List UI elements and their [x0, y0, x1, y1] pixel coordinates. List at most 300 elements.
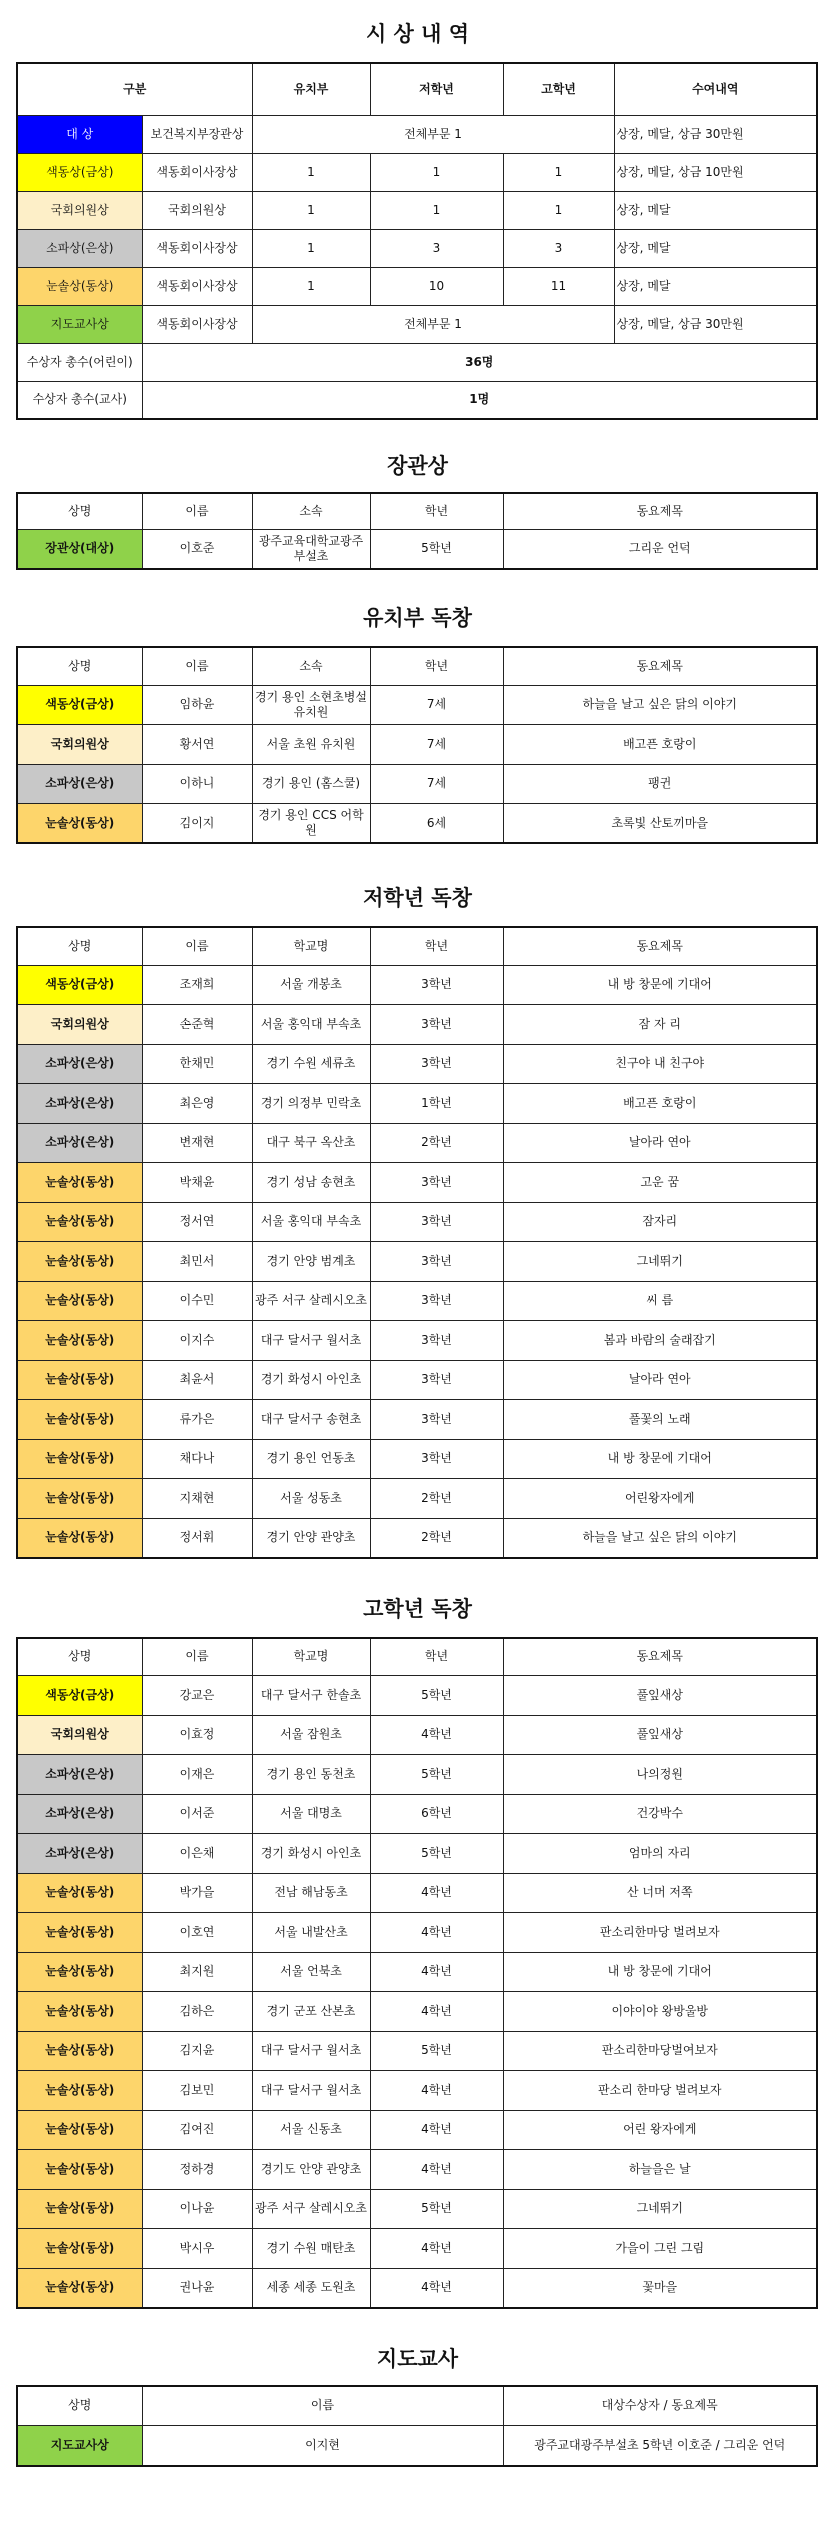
header-name: 이름 — [142, 2386, 503, 2426]
winner-grade: 5학년 — [370, 2031, 503, 2071]
award-label: 장관상(대상) — [17, 529, 142, 569]
table-row — [17, 2071, 817, 2111]
table-row — [17, 2229, 817, 2269]
winner-school: 서울 신동초 — [252, 2110, 370, 2150]
header-award: 상명 — [17, 1638, 142, 1676]
header-grade: 학년 — [370, 1638, 503, 1676]
winner-grade: 3학년 — [370, 965, 503, 1005]
winner-song: 하늘을은 날 — [503, 2150, 817, 2190]
upper-table — [16, 1637, 818, 2309]
winner-school: 경기 군포 산본초 — [252, 1992, 370, 2032]
header-detail: 대상수상자 / 동요제목 — [503, 2386, 817, 2426]
winner-song: 잠 자 리 — [503, 1005, 817, 1045]
award-label: 눈솔상(동상) — [17, 1242, 142, 1282]
winner-song: 잠자리 — [503, 1202, 817, 1242]
table-row — [17, 2268, 817, 2308]
table-row — [17, 1518, 817, 1558]
award-org: 색동회이사장상 — [142, 153, 252, 191]
header-school: 학교명 — [252, 1638, 370, 1676]
summary-title: 시 상 내 역 — [365, 22, 470, 46]
table-row — [17, 1676, 817, 1716]
winner-song: 어린왕자에게 — [503, 1479, 817, 1519]
winner-grade: 5학년 — [370, 2189, 503, 2229]
count-upper: 11 — [503, 267, 614, 305]
award-label: 소파상(은상) — [17, 229, 142, 267]
winner-name: 김보민 — [142, 2071, 252, 2111]
award-reward: 상장, 메달 — [614, 191, 817, 229]
award-label: 지도교사상 — [17, 2426, 142, 2466]
winner-song: 배고픈 호랑이 — [503, 1084, 817, 1124]
winner-grade: 1학년 — [370, 1084, 503, 1124]
table-row — [17, 1794, 817, 1834]
winner-song: 내 방 창문에 기대어 — [503, 1952, 817, 1992]
award-label: 눈솔상(동상) — [17, 1518, 142, 1558]
award-label: 눈솔상(동상) — [17, 1952, 142, 1992]
minister-title: 장관상 — [387, 454, 448, 478]
table-row — [17, 2189, 817, 2229]
award-label: 소파상(은상) — [17, 1044, 142, 1084]
count-lower: 3 — [370, 229, 503, 267]
winner-name: 김여진 — [142, 2110, 252, 2150]
winner-grade: 3학년 — [370, 1439, 503, 1479]
table-row — [17, 1439, 817, 1479]
header-name: 이름 — [142, 493, 252, 529]
winner-school: 서울 내발산초 — [252, 1913, 370, 1953]
table-row — [17, 1952, 817, 1992]
award-label: 소파상(은상) — [17, 1755, 142, 1795]
winner-school: 경기도 안양 관양초 — [252, 2150, 370, 2190]
winner-name: 이지수 — [142, 1321, 252, 1361]
winner-name: 황서연 — [142, 725, 252, 765]
table-row — [17, 1123, 817, 1163]
summary-row — [17, 305, 817, 343]
winner-name: 최민서 — [142, 1242, 252, 1282]
table-row — [17, 1479, 817, 1519]
winner-name: 박시우 — [142, 2229, 252, 2269]
winner-grade: 3학년 — [370, 1005, 503, 1045]
winner-grade: 5학년 — [370, 1834, 503, 1874]
winner-grade: 3학년 — [370, 1044, 503, 1084]
table-row — [17, 1992, 817, 2032]
winner-name: 박채윤 — [142, 1163, 252, 1203]
winner-song: 풀꽃의 노래 — [503, 1400, 817, 1440]
winner-song: 풀잎새상 — [503, 1676, 817, 1716]
header-award: 상명 — [17, 493, 142, 529]
teacher-name: 이지현 — [142, 2426, 503, 2466]
winner-song: 그네뛰기 — [503, 2189, 817, 2229]
total-label: 수상자 총수(교사) — [17, 381, 142, 419]
winner-name: 김지윤 — [142, 2031, 252, 2071]
table-row — [17, 965, 817, 1005]
count-lower: 1 — [370, 191, 503, 229]
award-label: 눈솔상(동상) — [17, 2110, 142, 2150]
winner-name: 지채현 — [142, 1479, 252, 1519]
header-school: 소속 — [252, 647, 370, 685]
header-school: 소속 — [252, 493, 370, 529]
winner-grade: 7세 — [370, 685, 503, 725]
winner-song: 배고픈 호랑이 — [503, 725, 817, 765]
winner-school: 대구 달서구 한솔초 — [252, 1676, 370, 1716]
table-row — [17, 764, 817, 804]
total-value: 1명 — [142, 381, 817, 419]
table-row — [17, 1360, 817, 1400]
winner-school: 대구 달서구 송현초 — [252, 1400, 370, 1440]
summary-header-reward: 수여내역 — [614, 63, 817, 115]
award-reward: 상장, 메달, 상금 10만원 — [614, 153, 817, 191]
winner-grade: 4학년 — [370, 1873, 503, 1913]
award-label: 국회의원상 — [17, 191, 142, 229]
winner-name: 권나윤 — [142, 2268, 252, 2308]
award-org: 색동회이사장상 — [142, 267, 252, 305]
award-label: 소파상(은상) — [17, 1794, 142, 1834]
winner-song: 팽귄 — [503, 764, 817, 804]
winner-song: 풀잎새상 — [503, 1715, 817, 1755]
table-row — [17, 2150, 817, 2190]
winner-name: 손준혁 — [142, 1005, 252, 1045]
award-label: 눈솔상(동상) — [17, 1281, 142, 1321]
winner-song: 고운 꿈 — [503, 1163, 817, 1203]
award-reward: 상장, 메달 — [614, 229, 817, 267]
summary-row — [17, 153, 817, 191]
winner-school: 경기 용인 (홈스쿨) — [252, 764, 370, 804]
winner-song: 어린 왕자에게 — [503, 2110, 817, 2150]
table-row — [17, 1321, 817, 1361]
winner-name: 이하니 — [142, 764, 252, 804]
count-lower: 1 — [370, 153, 503, 191]
summary-total-row — [17, 343, 817, 381]
winner-school: 광주교육대학교광주부설초 — [252, 529, 370, 569]
winner-song: 이야이야 왕방울방 — [503, 1992, 817, 2032]
winner-song: 판소리한마당 벌려보자 — [503, 1913, 817, 1953]
winner-name: 이나윤 — [142, 2189, 252, 2229]
summary-row — [17, 229, 817, 267]
winner-school: 세종 세종 도원초 — [252, 2268, 370, 2308]
table-row — [17, 685, 817, 725]
winner-school: 서울 잠원초 — [252, 1715, 370, 1755]
winner-grade: 3학년 — [370, 1321, 503, 1361]
winner-song: 가을이 그린 그림 — [503, 2229, 817, 2269]
award-reward: 상장, 메달, 상금 30만원 — [614, 305, 817, 343]
table-row — [17, 2031, 817, 2071]
winner-song: 판소리 한마당 벌려보자 — [503, 2071, 817, 2111]
award-label: 눈솔상(동상) — [17, 1400, 142, 1440]
winner-grade: 4학년 — [370, 1913, 503, 1953]
header-award: 상명 — [17, 647, 142, 685]
count-upper: 1 — [503, 191, 614, 229]
winner-school: 경기 의정부 민락초 — [252, 1084, 370, 1124]
award-org: 국회의원상 — [142, 191, 252, 229]
winner-name: 김하은 — [142, 1992, 252, 2032]
total-label: 수상자 총수(어린이) — [17, 343, 142, 381]
winner-song: 엄마의 자리 — [503, 1834, 817, 1874]
table-row — [17, 1163, 817, 1203]
award-label: 눈솔상(동상) — [17, 1439, 142, 1479]
award-org: 색동회이사장상 — [142, 305, 252, 343]
award-label: 국회의원상 — [17, 725, 142, 765]
table-row — [17, 1281, 817, 1321]
winner-school: 대구 북구 옥산초 — [252, 1123, 370, 1163]
winner-school: 서울 초원 유치원 — [252, 725, 370, 765]
award-label: 색동상(금상) — [17, 685, 142, 725]
winner-school: 경기 성남 송현초 — [252, 1163, 370, 1203]
winner-song: 꽃마을 — [503, 2268, 817, 2308]
table-row — [17, 1084, 817, 1124]
winner-school: 경기 용인 소현초병설유치원 — [252, 685, 370, 725]
award-label: 소파상(은상) — [17, 1084, 142, 1124]
winner-name: 최지원 — [142, 1952, 252, 1992]
header-song: 동요제목 — [503, 1638, 817, 1676]
winner-grade: 4학년 — [370, 2110, 503, 2150]
count-lower: 10 — [370, 267, 503, 305]
winner-school: 경기 수원 매탄초 — [252, 2229, 370, 2269]
winner-song: 건강박수 — [503, 1794, 817, 1834]
award-label: 국회의원상 — [17, 1005, 142, 1045]
header-grade: 학년 — [370, 647, 503, 685]
teacher-title: 지도교사 — [376, 2346, 459, 2371]
summary-header-upper: 고학년 — [503, 63, 614, 115]
header-school: 학교명 — [252, 927, 370, 965]
winner-school: 경기 용인 언동초 — [252, 1439, 370, 1479]
winner-school: 경기 안양 범계초 — [252, 1242, 370, 1282]
winner-name: 이은채 — [142, 1834, 252, 1874]
header-grade: 학년 — [370, 493, 503, 529]
winner-name: 이재은 — [142, 1755, 252, 1795]
winner-song: 하늘을 날고 싶은 닭의 이야기 — [503, 1518, 817, 1558]
winner-name: 정서휘 — [142, 1518, 252, 1558]
winner-song: 씨 름 — [503, 1281, 817, 1321]
winner-song: 판소리한마당벌여보자 — [503, 2031, 817, 2071]
winner-grade: 4학년 — [370, 1952, 503, 1992]
winner-school: 경기 용인 CCS 어학원 — [252, 804, 370, 844]
winner-grade: 5학년 — [370, 1676, 503, 1716]
winner-school: 대구 달서구 월서초 — [252, 2031, 370, 2071]
table-row — [17, 1242, 817, 1282]
kinder-title: 유치부 독창 — [363, 606, 472, 630]
summary-header-lower: 저학년 — [370, 63, 503, 115]
award-label: 눈솔상(동상) — [17, 1479, 142, 1519]
table-row — [17, 2426, 817, 2466]
table-row — [17, 529, 817, 569]
winner-grade: 3학년 — [370, 1360, 503, 1400]
header-name: 이름 — [142, 1638, 252, 1676]
award-label: 눈솔상(동상) — [17, 1202, 142, 1242]
winner-grade: 3학년 — [370, 1163, 503, 1203]
winner-school: 경기 수원 세류초 — [252, 1044, 370, 1084]
table-row — [17, 1202, 817, 1242]
winner-name: 정하경 — [142, 2150, 252, 2190]
award-label: 색동상(금상) — [17, 153, 142, 191]
total-value: 36명 — [142, 343, 817, 381]
count-upper: 3 — [503, 229, 614, 267]
award-label: 소파상(은상) — [17, 1834, 142, 1874]
winner-name: 한채민 — [142, 1044, 252, 1084]
upper-title: 고학년 독창 — [363, 1596, 472, 1621]
winner-school: 대구 달서구 월서초 — [252, 2071, 370, 2111]
winner-school: 서울 언북초 — [252, 1952, 370, 1992]
winner-school: 경기 용인 동천초 — [252, 1755, 370, 1795]
table-row — [17, 1715, 817, 1755]
award-label: 눈솔상(동상) — [17, 267, 142, 305]
winner-name: 채다나 — [142, 1439, 252, 1479]
winner-grade: 4학년 — [370, 1992, 503, 2032]
winner-grade: 7세 — [370, 764, 503, 804]
winner-song: 초록빛 산토끼마을 — [503, 804, 817, 844]
table-row — [17, 804, 817, 844]
table-row — [17, 2110, 817, 2150]
count-kinder: 1 — [252, 153, 370, 191]
award-label: 국회의원상 — [17, 1715, 142, 1755]
winner-grade: 2학년 — [370, 1479, 503, 1519]
winner-grade: 3학년 — [370, 1242, 503, 1282]
count-kinder: 1 — [252, 267, 370, 305]
table-row — [17, 1005, 817, 1045]
award-label: 눈솔상(동상) — [17, 2150, 142, 2190]
winner-school: 서울 대명초 — [252, 1794, 370, 1834]
winner-grade: 6세 — [370, 804, 503, 844]
award-reward: 상장, 메달, 상금 30만원 — [614, 115, 817, 153]
winner-song: 날아라 연아 — [503, 1360, 817, 1400]
award-org: 색동회이사장상 — [142, 229, 252, 267]
award-label: 색동상(금상) — [17, 1676, 142, 1716]
award-reward: 상장, 메달 — [614, 267, 817, 305]
winner-song: 그네뛰기 — [503, 1242, 817, 1282]
winner-name: 변재현 — [142, 1123, 252, 1163]
winner-name: 김이지 — [142, 804, 252, 844]
award-org: 보건복지부장관상 — [142, 115, 252, 153]
winner-grade: 2학년 — [370, 1518, 503, 1558]
winner-name: 이효정 — [142, 1715, 252, 1755]
teacher-detail: 광주교대광주부설초 5학년 이호준 / 그리운 언덕 — [503, 2426, 817, 2466]
summary-row — [17, 115, 817, 153]
winner-school: 경기 화성시 아인초 — [252, 1360, 370, 1400]
winner-name: 최은영 — [142, 1084, 252, 1124]
winner-school: 광주 서구 살레시오초 — [252, 2189, 370, 2229]
header-name: 이름 — [142, 647, 252, 685]
summary-header-kinder: 유치부 — [252, 63, 370, 115]
award-label: 지도교사상 — [17, 305, 142, 343]
winner-school: 전남 해남동초 — [252, 1873, 370, 1913]
winner-grade: 5학년 — [370, 1755, 503, 1795]
winner-school: 경기 화성시 아인초 — [252, 1834, 370, 1874]
winner-grade: 4학년 — [370, 2150, 503, 2190]
summary-row — [17, 191, 817, 229]
winner-grade: 4학년 — [370, 1715, 503, 1755]
winner-song: 친구야 내 친구야 — [503, 1044, 817, 1084]
award-label: 눈솔상(동상) — [17, 2031, 142, 2071]
header-song: 동요제목 — [503, 647, 817, 685]
award-label: 눈솔상(동상) — [17, 804, 142, 844]
summary-table — [16, 62, 818, 420]
award-merged: 전체부문 1 — [252, 115, 614, 153]
lower-title: 저학년 독창 — [363, 886, 472, 910]
winner-grade: 2학년 — [370, 1123, 503, 1163]
kinder-table — [16, 646, 818, 844]
winner-school: 대구 달서구 월서초 — [252, 1321, 370, 1361]
winner-grade: 5학년 — [370, 529, 503, 569]
winner-grade: 4학년 — [370, 2071, 503, 2111]
count-kinder: 1 — [252, 229, 370, 267]
award-label: 색동상(금상) — [17, 965, 142, 1005]
award-label: 소파상(은상) — [17, 764, 142, 804]
table-row — [17, 1834, 817, 1874]
winner-name: 강교은 — [142, 1676, 252, 1716]
header-song: 동요제목 — [503, 927, 817, 965]
award-merged: 전체부문 1 — [252, 305, 614, 343]
winner-song: 봄과 바람의 술래잡기 — [503, 1321, 817, 1361]
winner-name: 정서연 — [142, 1202, 252, 1242]
header-grade: 학년 — [370, 927, 503, 965]
winner-song: 하늘을 날고 싶은 닭의 이야기 — [503, 685, 817, 725]
winner-grade: 4학년 — [370, 2229, 503, 2269]
winner-school: 서울 성동초 — [252, 1479, 370, 1519]
winner-name: 조재희 — [142, 965, 252, 1005]
winner-grade: 3학년 — [370, 1400, 503, 1440]
winner-school: 경기 안양 관양초 — [252, 1518, 370, 1558]
winner-song: 나의정원 — [503, 1755, 817, 1795]
award-label: 눈솔상(동상) — [17, 2268, 142, 2308]
award-label: 눈솔상(동상) — [17, 1360, 142, 1400]
summary-row — [17, 267, 817, 305]
summary-total-row — [17, 381, 817, 419]
award-label: 눈솔상(동상) — [17, 2189, 142, 2229]
award-label: 눈솔상(동상) — [17, 1873, 142, 1913]
award-label: 눈솔상(동상) — [17, 1163, 142, 1203]
teacher-table — [16, 2385, 818, 2467]
winner-song: 산 너머 저쪽 — [503, 1873, 817, 1913]
winner-grade: 3학년 — [370, 1202, 503, 1242]
winner-name: 이수민 — [142, 1281, 252, 1321]
winner-name: 이서준 — [142, 1794, 252, 1834]
table-row — [17, 1044, 817, 1084]
winner-grade: 6학년 — [370, 1794, 503, 1834]
award-label: 눈솔상(동상) — [17, 2229, 142, 2269]
winner-name: 임하윤 — [142, 685, 252, 725]
award-label: 눈솔상(동상) — [17, 1992, 142, 2032]
header-award: 상명 — [17, 927, 142, 965]
winner-school: 서울 개봉초 — [252, 965, 370, 1005]
winner-name: 이호연 — [142, 1913, 252, 1953]
table-row — [17, 1755, 817, 1795]
award-label: 눈솔상(동상) — [17, 1321, 142, 1361]
header-name: 이름 — [142, 927, 252, 965]
winner-name: 최윤서 — [142, 1360, 252, 1400]
count-kinder: 1 — [252, 191, 370, 229]
count-upper: 1 — [503, 153, 614, 191]
winner-song: 내 방 창문에 기대어 — [503, 965, 817, 1005]
table-row — [17, 1873, 817, 1913]
award-label: 눈솔상(동상) — [17, 2071, 142, 2111]
winner-song: 그리운 언덕 — [503, 529, 817, 569]
table-row — [17, 1913, 817, 1953]
award-label: 소파상(은상) — [17, 1123, 142, 1163]
winner-school: 광주 서구 살레시오초 — [252, 1281, 370, 1321]
summary-header-category: 구분 — [17, 63, 252, 115]
winner-name: 박가을 — [142, 1873, 252, 1913]
winner-song: 내 방 창문에 기대어 — [503, 1439, 817, 1479]
winner-grade: 7세 — [370, 725, 503, 765]
lower-table — [16, 926, 818, 1559]
winner-name: 류가은 — [142, 1400, 252, 1440]
winner-name: 이호준 — [142, 529, 252, 569]
header-song: 동요제목 — [503, 493, 817, 529]
winner-grade: 3학년 — [370, 1281, 503, 1321]
winner-school: 서울 홍익대 부속초 — [252, 1005, 370, 1045]
award-label: 대 상 — [17, 115, 142, 153]
table-row — [17, 1400, 817, 1440]
minister-table — [16, 492, 818, 570]
winner-grade: 4학년 — [370, 2268, 503, 2308]
winner-song: 날아라 연아 — [503, 1123, 817, 1163]
